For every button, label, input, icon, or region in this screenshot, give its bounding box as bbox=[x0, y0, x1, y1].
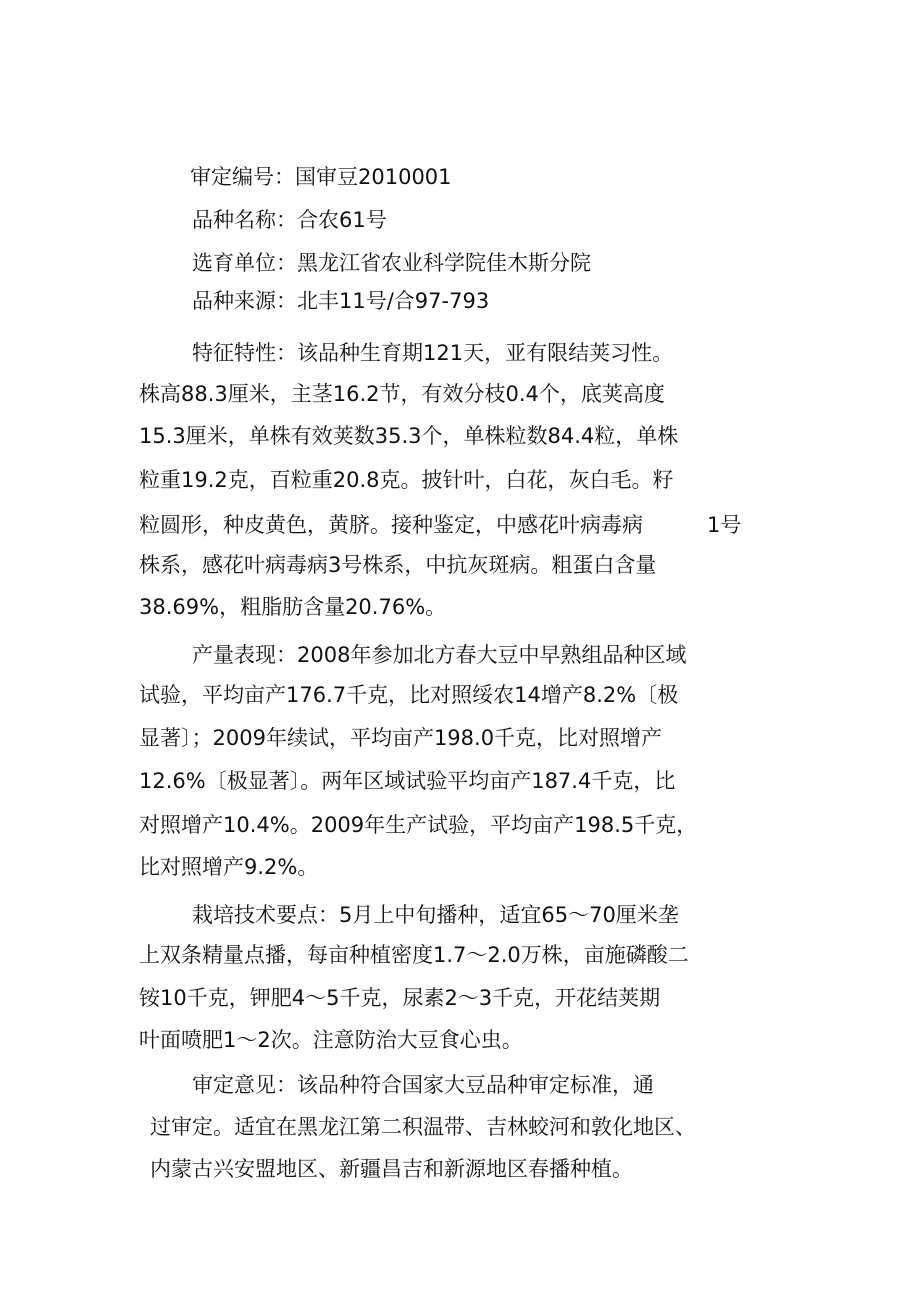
variety-source: 品种来源：北丰11号/合97-793 bbox=[192, 289, 490, 313]
features-line-part-b: 1号 bbox=[707, 513, 742, 537]
features-line: 特征特性：该品种生育期121天，亚有限结荚习性。 bbox=[192, 341, 674, 365]
opinion-line: 审定意见：该品种符合国家大豆品种审定标准，通 bbox=[192, 1073, 654, 1097]
features-line: 株系，感花叶病毒病3号株系，中抗灰斑病。粗蛋白含量 bbox=[139, 553, 657, 577]
yield-line: 对照增产10.4%。2009年生产试验，平均亩产198.5千克， bbox=[139, 813, 698, 837]
yield-line: 显著〕；2009年续试，平均亩产198.0千克，比对照增产 bbox=[139, 726, 663, 750]
variety-name: 品种名称：合农61号 bbox=[192, 208, 387, 232]
features-line: 38.69%，粗脂肪含量20.76%。 bbox=[139, 595, 447, 619]
opinion-line: 内蒙古兴安盟地区、新疆昌吉和新源地区春播种植。 bbox=[150, 1157, 633, 1181]
features-line: 15.3厘米，单株有效荚数35.3个，单株粒数84.4粒，单株 bbox=[139, 424, 679, 448]
yield-line: 比对照增产9.2%。 bbox=[139, 855, 319, 879]
yield-line: 产量表现：2008年参加北方春大豆中早熟组品种区域 bbox=[192, 643, 687, 667]
breeding-unit: 选育单位：黑龙江省农业科学院佳木斯分院 bbox=[192, 251, 591, 275]
features-line-part-a: 粒圆形，种皮黄色，黄脐。接种鉴定，中感花叶病毒病 bbox=[139, 513, 643, 537]
cultivation-line: 叶面喷肥1～2次。注意防治大豆食心虫。 bbox=[139, 1028, 523, 1052]
opinion-line: 过审定。适宜在黑龙江第二积温带、吉林蛟河和敦化地区、 bbox=[150, 1115, 696, 1139]
cultivation-line: 铵10千克，钾肥4～5千克，尿素2～3千克，开花结荚期 bbox=[139, 986, 661, 1010]
cultivation-line: 上双条精量点播，每亩种植密度1.7～2.0万株，亩施磷酸二 bbox=[139, 943, 689, 967]
yield-line: 试验，平均亩产176.7千克，比对照绥农14增产8.2%〔极 bbox=[139, 683, 679, 707]
features-line-split bbox=[139, 510, 741, 540]
features-line: 粒重19.2克，百粒重20.8克。披针叶，白花，灰白毛。籽 bbox=[139, 468, 674, 492]
cultivation-line: 栽培技术要点：5月上中旬播种，适宜65～70厘米垄 bbox=[192, 903, 679, 927]
approval-number: 审定编号：国审豆2010001 bbox=[190, 165, 452, 189]
features-line: 株高88.3厘米，主茎16.2节，有效分枝0.4个，底荚高度 bbox=[139, 382, 665, 406]
yield-line: 12.6%〔极显著〕。两年区域试验平均亩产187.4千克，比 bbox=[139, 769, 676, 793]
